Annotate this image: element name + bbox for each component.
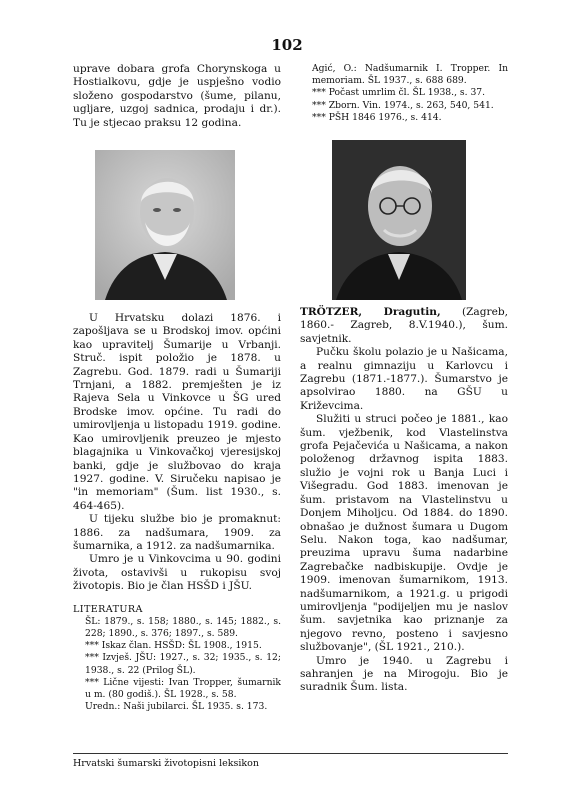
entry-intro: (Zagreb, 1860.- Zagreb, 8.V.1940.), šum. savjetnik. — [300, 306, 509, 345]
right-column — [300, 63, 508, 695]
literature-item: Agić, O.: Nadšumarnik I. Tropper. In memoriam. ŠL 1937., s. 688 689. — [312, 63, 508, 87]
literature-item: *** PŠH 1846 1976., s. 414. — [312, 111, 442, 123]
literature-heading: LITERATURA — [73, 603, 143, 615]
intro-paragraph: uprave dobara grofa Chorynskoga u Hostialkovu, gdje je uspješno vodio složeno gospodarstvo (šume, pilanu, ugljare, uzgoj sadnica, prodaju i dr.). Tu je stjecao praksu 12 godina. — [73, 63, 281, 129]
literature-item: *** Zborn. Vin. 1974., s. 263, 540, 541. — [312, 99, 494, 111]
literature-item: Uredn.: Naši jubilarci. ŠL 1935. s. 173. — [85, 701, 268, 713]
left-column — [73, 63, 281, 713]
body-paragraph: Umro je u Vinkovcima u 90. godini života, ostavivši u rukopisu svoj životopis. Bio je član HSŠD i JŠU. — [73, 553, 281, 593]
footer-divider — [73, 753, 508, 754]
literature-item: *** Iskaz član. HSŠD: ŠL 1908., 1915. — [85, 640, 262, 652]
literature-item: *** Počast umrlim čl. ŠL 1938., s. 37. — [312, 87, 486, 99]
portrait-photo-right — [332, 140, 466, 300]
literature-item: *** Izvješ. JŠU: 1927., s. 32; 1935., s. 12; 1938., s. 22 (Prilog ŠL). — [85, 652, 281, 676]
body-paragraph: Pučku školu polazio je u Našicama, a realnu gimnaziju u Karlovcu i Zagrebu (1871.-1877.). Šumarstvo je apsolvirao 1880. na GŠU u Križevcima. — [300, 346, 508, 412]
portrait-right-image — [332, 140, 466, 300]
entry-heading — [300, 306, 508, 346]
portrait-photo-left — [95, 150, 235, 300]
entry-name: TRÖTZER, Dragutin, — [300, 306, 441, 319]
page-number: 102 — [271, 36, 303, 54]
body-paragraph: U Hrvatsku dolazi 1876. i zapošljava se u Brodskoj imov. općini kao upravitelj Šumarije u Vrbanji. Struč. ispit položio je 1878. u Zagrebu. God. 1879. radi u Šumariji Trnjani, a 1882. premješten je iz Rajeva Sela u Vinkovce u ŠG ured Brodske imov. općine. Tu radi do umirovljenja u listopadu 1919. godine. Kao umirovljenik preuzeo je mjesto blagajnika u Vinkovačkoj vjeresijskoj banki, gdje je službovao do kraja 1927. godine. V. Siručeku napisao je "in memoriam" (Šum. list 1930., s. 464-465). — [73, 312, 281, 512]
literature-item: ŠL: 1879., s. 158; 1880., s. 145; 1882., s. 228; 1890., s. 376; 1897., s. 589. — [85, 615, 281, 639]
literature-item: *** Lične vijesti: Ivan Tropper, šumarnik u m. (80 godiš.). ŠL 1928., s. 58. — [85, 676, 281, 700]
body-paragraph: Umro je 1940. u Zagrebu i sahranjen je na Mirogoju. Bio je suradnik Šum. lista. — [300, 654, 508, 694]
body-paragraph: U tijeku službe bio je promaknut: 1886. za nadšumara, 1909. za šumarnika, a 1912. za nadšumarnika. — [73, 513, 281, 552]
footer-text: Hrvatski šumarski životopisni leksikon — [73, 758, 260, 769]
body-paragraph: Služiti u struci počeo je 1881., kao šum. vježbenik, kod Vlastelinstva grofa Pejačevića u Našicama, a nakon položenog državnog ispita 1883. služio je vojni rok u Banja Luci i Višegradu. God 1883. imenovan je šum. pristavom na Vlastelinstvu u Donjem Miholjcu. Od 1884. do 1890. obnašao je dužnost šumara u Dugom Selu. Nakon toga, kao nadšumar, preuzima upravu šuma nadarbine Zagrebačke nadbiskupije. Ovdje je 1909. imenovan šumarnikom, 1913. nadšumarnikom, a 1921.g. u prigodi umirovljenja "podijeljen mu je naslov šum. savjetnika kao priznanje za njegovo revno, posteno i savjesno službovanje", (ŠL 1921., 210.). — [300, 413, 508, 654]
portrait-left-image — [95, 150, 235, 300]
